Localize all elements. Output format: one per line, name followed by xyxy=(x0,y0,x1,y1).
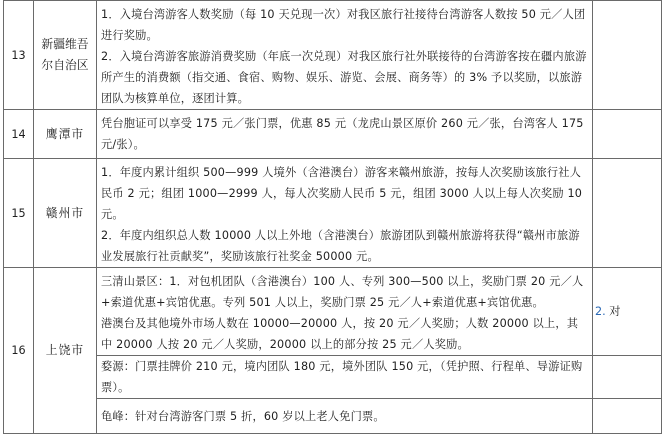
incentive-policy-table xyxy=(3,0,662,434)
table-row xyxy=(4,1,662,110)
table-row xyxy=(4,110,662,159)
note-text: 对 xyxy=(609,305,621,318)
policy-content xyxy=(97,159,593,268)
policy-paragraph: 2．入境台湾游客旅游消费奖励（年底一次兑现）对我区旅行社外联接待的台湾游客按在疆内旅游所产生的消费额（指交通、食宿、购物、娱乐、游览、会展、商务等）的 3% 予以奖励，以旅游团队为核算单位，逐团计算。 xyxy=(101,50,587,105)
policy-paragraph: 三清山景区：1．对包机团队（含港澳台）100 人、专列 300—500 以上，奖励门票 20 元／人+索道优惠+宾馆优惠。专列 501 人以上，奖励门票 25 元／人+索道优惠+宾馆优惠。 xyxy=(101,275,584,309)
overflow-note xyxy=(593,268,662,356)
row-number: 14 xyxy=(4,110,34,159)
empty-cell xyxy=(593,1,662,110)
empty-cell xyxy=(593,399,662,434)
policy-paragraph: 2．年度内组织总人数 10000 人以上外地（含港澳台）旅游团队到赣州旅游将获得“赣州市旅游业发展旅行社贡献奖”，奖励该旅行社奖金 50000 元。 xyxy=(101,229,580,263)
policy-content xyxy=(97,110,593,159)
region-name: 赣州市 xyxy=(34,159,97,268)
region-name: 新疆维吾尔自治区 xyxy=(34,1,97,110)
empty-cell xyxy=(593,110,662,159)
policy-paragraph: 1．入境台湾游客人数奖励（每 10 天兑现一次）对我区旅行社接待台湾游客人数按 50 元／人团进行奖励。 xyxy=(101,8,586,42)
row-number: 16 xyxy=(4,268,34,434)
region-name: 上饶市 xyxy=(34,268,97,434)
table-row xyxy=(4,356,662,399)
policy-paragraph: 婺源：门票挂牌价 210 元，境内团队 180 元，境外团队 150 元，（凭护照、行程单、导游证购票）。 xyxy=(101,360,583,394)
empty-cell xyxy=(593,356,662,399)
policy-content xyxy=(97,399,593,434)
policy-content xyxy=(97,356,593,399)
table-row xyxy=(4,268,662,356)
policy-paragraph: 港澳台及其他境外市场人数在 10000—20000 人，按 20 元／人奖励；人数 20000 以上，其中 20000 人按 20 元／人奖励，20000 以上的部分按 25 元／人奖励。 xyxy=(101,317,579,351)
policy-content xyxy=(97,268,593,356)
policy-paragraph: 龟峰：针对台湾游客门票 5 折，60 岁以上老人免门票。 xyxy=(101,409,385,423)
table-row xyxy=(4,399,662,434)
row-number: 15 xyxy=(4,159,34,268)
region-name: 鹰潭市 xyxy=(34,110,97,159)
policy-content xyxy=(97,1,593,110)
policy-paragraph: 1．年度内累计组织 500—999 人境外（含港澳台）游客来赣州旅游，按每人次奖励该旅行社人民币 2 元；组团 1000—2999 人，每人次奖励人民币 5 元，组团 3000 人以上每人次奖励 10 元。 xyxy=(101,166,583,221)
empty-cell xyxy=(593,159,662,268)
policy-paragraph: 凭台胞证可以享受 175 元／张门票，优惠 85 元（龙虎山景区原价 260 元／张，台湾客人 175 元/张）。 xyxy=(101,117,584,151)
row-number: 13 xyxy=(4,1,34,110)
note-number: 2. xyxy=(595,305,606,318)
table-row xyxy=(4,159,662,268)
